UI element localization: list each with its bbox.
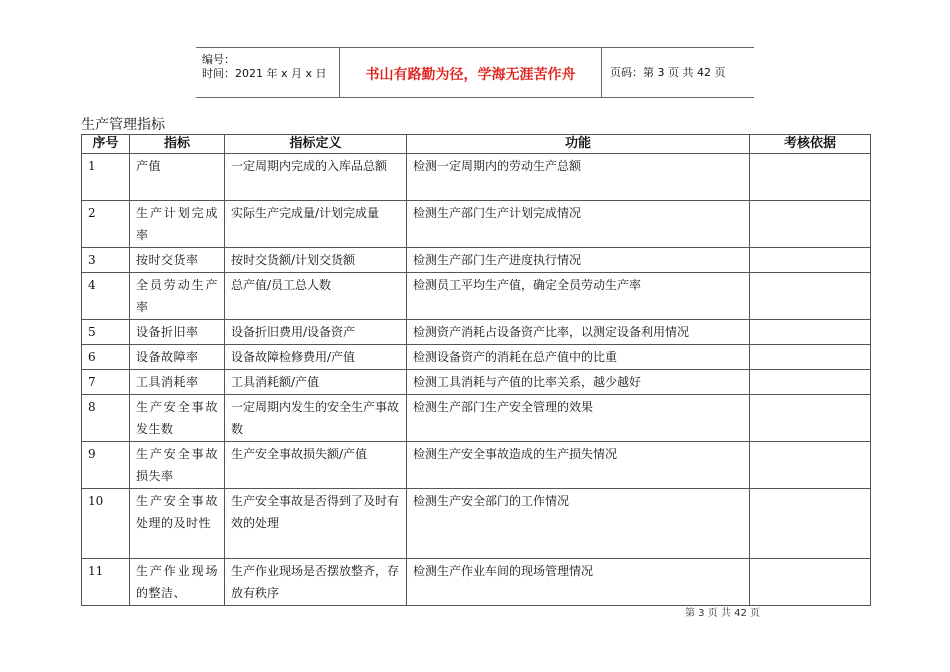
basis-cell bbox=[750, 489, 871, 559]
definition-cell: 按时交货额/计划交货额 bbox=[225, 248, 407, 273]
definition-cell: 设备折旧费用/设备资产 bbox=[225, 320, 407, 345]
indicator-cell: 全员劳动生产率 bbox=[130, 273, 225, 320]
table-row bbox=[82, 489, 871, 559]
basis-cell bbox=[750, 320, 871, 345]
header-meta bbox=[196, 48, 339, 97]
definition-cell: 生产安全事故是否得到了及时有效的处理 bbox=[225, 489, 407, 559]
page-code: 页码：第 3 页 共 42 页 bbox=[610, 66, 726, 79]
definition-cell: 一定周期内完成的入库品总额 bbox=[225, 154, 407, 201]
table-row bbox=[82, 559, 871, 606]
function-cell: 检测生产作业车间的现场管理情况 bbox=[407, 559, 750, 606]
row-number: 8 bbox=[82, 395, 130, 442]
indicator-cell: 工具消耗率 bbox=[130, 370, 225, 395]
row-number: 11 bbox=[82, 559, 130, 606]
basis-cell bbox=[750, 273, 871, 320]
row-number: 9 bbox=[82, 442, 130, 489]
definition-cell: 设备故障检修费用/产值 bbox=[225, 345, 407, 370]
definition-cell: 生产作业现场是否摆放整齐，存放有秩序 bbox=[225, 559, 407, 606]
function-cell: 检测生产部门生产计划完成情况 bbox=[407, 201, 750, 248]
row-number: 6 bbox=[82, 345, 130, 370]
table-row bbox=[82, 395, 871, 442]
indicator-cell: 生产安全事故发生数 bbox=[130, 395, 225, 442]
basis-cell bbox=[750, 201, 871, 248]
table-header-row bbox=[82, 135, 871, 154]
basis-cell bbox=[750, 248, 871, 273]
row-number: 4 bbox=[82, 273, 130, 320]
motto: 书山有路勤为径，学海无涯苦作舟 bbox=[365, 67, 576, 83]
row-number: 10 bbox=[82, 489, 130, 559]
table-row bbox=[82, 370, 871, 395]
indicator-cell: 设备故障率 bbox=[130, 345, 225, 370]
function-cell: 检测设备资产的消耗在总产值中的比重 bbox=[407, 345, 750, 370]
function-cell: 检测生产部门生产安全管理的效果 bbox=[407, 395, 750, 442]
column-header: 指标定义 bbox=[225, 135, 407, 154]
table-row bbox=[82, 154, 871, 201]
function-cell: 检测生产安全部门的工作情况 bbox=[407, 489, 750, 559]
row-number: 2 bbox=[82, 201, 130, 248]
definition-cell: 工具消耗额/产值 bbox=[225, 370, 407, 395]
row-number: 5 bbox=[82, 320, 130, 345]
column-header: 功能 bbox=[407, 135, 750, 154]
definition-cell: 总产值/员工总人数 bbox=[225, 273, 407, 320]
function-cell: 检测员工平均生产值，确定全员劳动生产率 bbox=[407, 273, 750, 320]
table-row bbox=[82, 273, 871, 320]
row-number: 7 bbox=[82, 370, 130, 395]
time-label: 时间：2021 年 x 月 x 日 bbox=[202, 67, 327, 80]
function-cell: 检测生产部门生产进度执行情况 bbox=[407, 248, 750, 273]
function-cell: 检测生产安全事故造成的生产损失情况 bbox=[407, 442, 750, 489]
column-header: 序号 bbox=[82, 135, 130, 154]
definition-cell: 生产安全事故损失额/产值 bbox=[225, 442, 407, 489]
row-number: 3 bbox=[82, 248, 130, 273]
column-header: 考核依据 bbox=[750, 135, 871, 154]
definition-cell: 一定周期内发生的安全生产事故数 bbox=[225, 395, 407, 442]
table-row bbox=[82, 201, 871, 248]
indicator-cell: 生产作业现场的整洁、 bbox=[130, 559, 225, 606]
indicator-cell: 按时交货率 bbox=[130, 248, 225, 273]
basis-cell bbox=[750, 559, 871, 606]
number-label: 编号： bbox=[202, 53, 235, 66]
table-row bbox=[82, 248, 871, 273]
column-header: 指标 bbox=[130, 135, 225, 154]
page-footer: 第 3 页 共 42 页 bbox=[685, 608, 760, 619]
indicator-cell: 生产安全事故损失率 bbox=[130, 442, 225, 489]
indicator-cell: 产值 bbox=[130, 154, 225, 201]
indicator-table bbox=[81, 134, 871, 606]
document-header bbox=[196, 47, 754, 98]
header-page-cell bbox=[602, 48, 754, 97]
basis-cell bbox=[750, 442, 871, 489]
row-number: 1 bbox=[82, 154, 130, 201]
definition-cell: 实际生产完成量/计划完成量 bbox=[225, 201, 407, 248]
table-row bbox=[82, 320, 871, 345]
table-row bbox=[82, 345, 871, 370]
basis-cell bbox=[750, 370, 871, 395]
function-cell: 检测工具消耗与产值的比率关系，越少越好 bbox=[407, 370, 750, 395]
basis-cell bbox=[750, 154, 871, 201]
indicator-cell: 生产计划完成率 bbox=[130, 201, 225, 248]
function-cell: 检测资产消耗占设备资产比率，以测定设备利用情况 bbox=[407, 320, 750, 345]
table-row bbox=[82, 442, 871, 489]
basis-cell bbox=[750, 345, 871, 370]
function-cell: 检测一定周期内的劳动生产总额 bbox=[407, 154, 750, 201]
indicator-cell: 设备折旧率 bbox=[130, 320, 225, 345]
basis-cell bbox=[750, 395, 871, 442]
section-title: 生产管理指标 bbox=[81, 117, 165, 133]
header-motto-cell bbox=[339, 48, 602, 97]
indicator-cell: 生产安全事故处理的及时性 bbox=[130, 489, 225, 559]
